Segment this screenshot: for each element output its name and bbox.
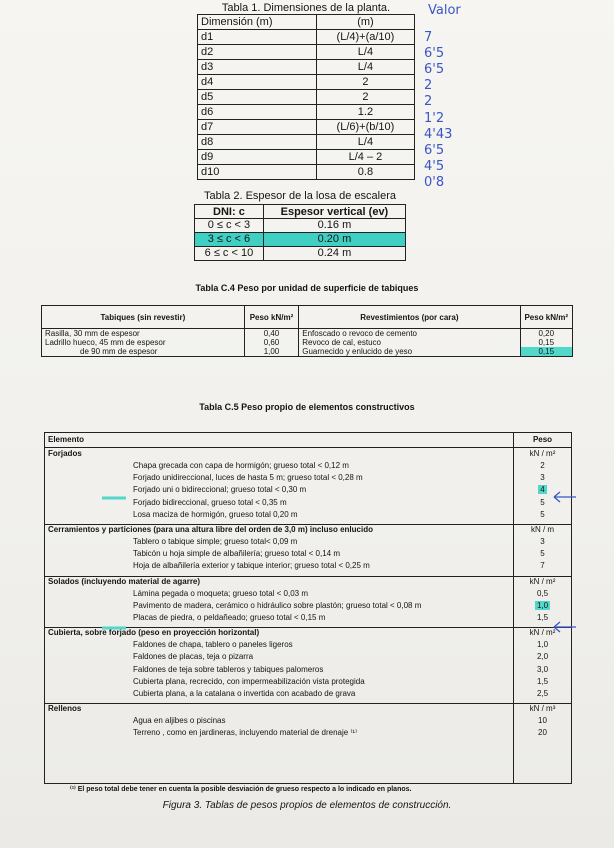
element-description: Forjado uni o bidireccional; grueso total < 0,30 m [133,485,307,495]
dimension-name: d1 [198,30,317,45]
dimension-name: d7 [198,120,317,135]
element-weight [514,537,571,546]
element-description: Cubierta plana, recrecido, con impermeabilización vista protegida [133,676,365,686]
range-cell: 6 ≤ c < 10 [195,247,264,261]
table-row [198,30,415,45]
section-unit: kN / m [530,525,555,534]
element-weight [514,510,571,519]
element-weight [514,461,571,470]
element-weight [514,473,571,482]
handwritten-value: 6'5 [424,46,445,62]
element-weight-value: 5 [540,549,545,559]
dimension-formula: L/4 [316,45,414,60]
tableC4-cell: 0,60 [244,338,299,347]
handwritten-value: 7 [424,30,433,45]
element-weight [514,589,571,598]
tableC4-cell: Enfoscado o revoco de cemento [299,329,520,339]
element-weight-value: 4 [540,485,545,495]
element-weight [514,561,571,570]
handwritten-value: 1'2 [424,110,445,126]
tableC4-caption: Tabla C.4 Peso por unidad de superficie de tabiques [195,283,419,293]
element-description: Cubierta plana, a la catalana o invertida con acabado de grava [133,689,356,698]
section-unit: kN / m² [529,449,556,458]
tableC4-cell: 0,15 [520,347,573,357]
element-description: Tablero o tabique simple; grueso total< 0,09 m [133,537,298,546]
element-weight [514,665,571,674]
element-description: Lámina pegada o moqueta; grueso total < 0,03 m [133,588,309,598]
element-weight-value: 2,5 [536,689,549,698]
element-weight [514,640,571,649]
element-weight-value: 1,5 [536,676,549,686]
element-weight-value: 1,0 [536,600,549,610]
thickness-cell: 0.16 m [263,219,405,233]
pointer-arrow-icon [550,620,578,634]
handwritten-value: 2 [424,94,433,110]
element-weight-value: 3 [540,537,545,546]
section-unit: kN / m² [529,628,556,638]
element-description: Agua en aljibes o piscinas [133,716,226,726]
tableC4-cell: Rasilla, 30 mm de espesor [42,329,245,339]
element-weight [514,652,571,661]
tableC4-header: Peso kN/m² [244,306,299,329]
tableC4-cell: Revoco de cal, estuco [299,338,520,347]
dimension-formula: (L/4)+(a/10) [316,30,414,45]
section-title: Cerramientos y particiones (para una altura libre del orden de 3,0 m) incluso enlucido [48,525,373,534]
construction-weight-table [44,432,572,784]
element-description: Faldones de chapa, tablero o paneles ligeros [133,640,293,650]
thickness-cell: 0.20 m [263,233,405,247]
table-row [195,247,406,261]
element-description: Forjado bidireccional, grueso total < 0,35 m [133,497,287,507]
handwritten-value: 6'5 [424,142,445,158]
table2-header: DNI: c [195,205,264,219]
section-unit: kN / m³ [529,704,556,714]
handwritten-value: 6'5 [424,62,445,78]
handwritten-value: 4'5 [424,158,445,174]
tableC4-cell: Guarnecido y enlucido de yeso [299,347,520,357]
table1-header: Dimensión (m) [198,15,317,30]
dimension-name: d6 [198,105,317,120]
table-row [198,135,415,150]
handwritten-value: 2 [424,78,433,94]
element-weight-value: 0,5 [536,588,549,598]
section-title: Forjados [48,449,82,458]
element-weight [514,716,571,725]
row-divider [45,703,571,704]
dimension-name: d9 [198,150,317,165]
element-weight-value: 2,0 [536,652,549,662]
tableC4-cell: 0,20 [520,329,573,339]
dimension-formula: L/4 – 2 [316,150,414,165]
table-row [198,150,415,165]
element-weight [514,689,571,698]
table-row [42,347,573,357]
table-row [198,45,415,60]
element-description: Terreno , como en jardineras, incluyendo material de drenaje ⁽¹⁾ [133,728,358,738]
dimension-name: d4 [198,75,317,90]
dimension-formula: 2 [316,90,414,105]
highlight-arrow-icon [100,622,130,634]
section-title: Cubierta, sobre forjado (peso en proyección horizontal) [48,628,260,638]
element-description: Losa maciza de hormigón, grueso total 0,20 m [133,509,298,519]
tableC5-header-right: Peso [532,435,553,444]
row-divider [45,447,571,448]
element-weight [514,601,571,610]
tableC4-cell: 1,00 [244,347,299,357]
tableC4-header: Peso kN/m² [520,306,573,329]
table-row [198,120,415,135]
slab-thickness-table [194,204,406,261]
table-row [198,165,415,180]
element-weight-value: 1,5 [536,613,549,622]
dimension-formula: 1.2 [316,105,414,120]
element-weight-value: 1,0 [536,640,549,650]
element-weight-value: 5 [540,497,545,507]
table-row [198,90,415,105]
element-weight [514,549,571,558]
tableC4-cell: 0,40 [244,329,299,339]
element-description: Faldones de placas, teja o pizarra [133,652,254,662]
section-title: Solados (incluyendo material de agarre) [48,576,201,586]
table-row [195,219,406,233]
table1-header-row [198,15,415,30]
pointer-arrow-icon [550,490,578,504]
partition-weight-table [41,305,573,357]
dimension-name: d2 [198,45,317,60]
thickness-cell: 0.24 m [263,247,405,261]
element-weight-value: 10 [538,716,547,726]
dimension-formula: (L/6)+(b/10) [316,120,414,135]
handwritten-header: Valor [428,3,461,18]
element-description: Faldones de teja sobre tableros y tabiques palomeros [133,664,324,674]
range-cell: 0 ≤ c < 3 [195,219,264,233]
table1-header: (m) [316,15,414,30]
figure-caption: Figura 3. Tablas de pesos propios de elementos de construcción. [162,800,452,811]
table-row [195,233,406,247]
element-weight-value: 5 [540,509,545,519]
tableC4-header: Tabiques (sin revestir) [42,306,245,329]
section-title: Rellenos [48,704,82,714]
table1-caption: Tabla 1. Dimensiones de la planta. [221,2,391,14]
handwritten-value: 4'43 [424,126,453,142]
tableC5-header-left: Elemento [48,435,85,444]
dimension-formula: 2 [316,75,414,90]
range-cell: 3 ≤ c < 6 [195,233,264,247]
element-weight [514,728,571,737]
element-weight [514,677,571,686]
dimension-name: d8 [198,135,317,150]
table2-header: Espesor vertical (ev) [263,205,405,219]
element-description: Hoja de albañilería exterior y tabique interior; grueso total < 0,25 m [133,561,370,571]
element-weight-value: 3,0 [536,664,549,674]
element-description: Tabicón u hoja simple de albañilería; grueso total < 0,14 m [133,549,341,559]
highlight-arrow-icon [100,492,130,504]
section-unit: kN / m² [529,576,556,586]
tableC5-footnote: ⁽¹⁾ El peso total debe tener en cuenta la posible desviación de grueso respecto a lo indicado en planos. [70,786,412,793]
element-weight-value: 20 [538,728,547,738]
tableC5-caption: Tabla C.5 Peso propio de elementos constructivos [199,402,415,412]
table-row [198,105,415,120]
element-weight-value: 7 [540,561,545,571]
tableC4-cell: de 90 mm de espesor [42,347,245,357]
element-description: Placas de piedra, o peldañeado; grueso total < 0,15 m [133,613,326,622]
tableC4-cell: 0,15 [520,338,573,347]
element-description: Pavimento de madera, cerámico o hidráulico sobre plastón; grueso total < 0,08 m [133,600,422,610]
table-row [42,338,573,347]
handwritten-value: 0'8 [424,174,445,190]
element-description: Forjado unidireccional, luces de hasta 5 m; grueso total < 0,28 m [133,473,363,483]
dimension-name: d3 [198,60,317,75]
element-weight-value: 3 [540,473,545,483]
dimension-name: d10 [198,165,317,180]
dimension-formula: 0.8 [316,165,414,180]
tableC4-cell: Ladrillo hueco, 45 mm de espesor [42,338,245,347]
table-row [198,75,415,90]
element-weight-value: 2 [540,461,545,470]
dimension-formula: L/4 [316,60,414,75]
table-row [198,60,415,75]
table2-caption: Tabla 2. Espesor de la losa de escalera [203,190,396,202]
table-row [42,329,573,339]
element-description: Chapa grecada con capa de hormigón; grueso total < 0,12 m [133,461,349,470]
tableC4-header: Revestimientos (por cara) [299,306,520,329]
dimensions-table [197,14,415,180]
dimension-formula: L/4 [316,135,414,150]
dimension-name: d5 [198,90,317,105]
